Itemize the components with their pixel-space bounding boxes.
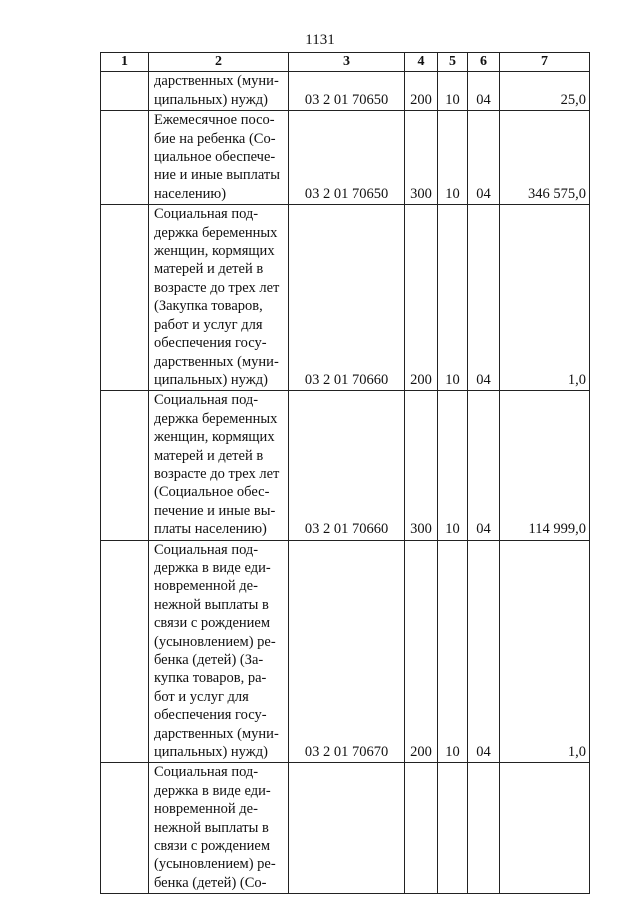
cell-rz: 10	[438, 205, 468, 391]
cell-name-line: ципальных) нужд)	[154, 371, 268, 388]
cell-code: 03 2 01 70660	[289, 391, 405, 540]
cell-code	[289, 763, 405, 894]
cell-name-line: циальное обеспече-	[154, 149, 276, 166]
cell-amount	[500, 763, 590, 894]
cell-rz: 10	[438, 72, 468, 111]
cell-name-line: держка в виде еди-	[154, 559, 271, 576]
cell-code: 03 2 01 70660	[289, 205, 405, 391]
cell-vr: 300	[405, 111, 438, 205]
header-col-5: 5	[438, 53, 468, 72]
cell-name-line: женщин, кормящих	[154, 243, 275, 260]
table-row	[101, 540, 590, 763]
header-col-7: 7	[500, 53, 590, 72]
cell-name	[149, 540, 289, 763]
cell-vr: 300	[405, 391, 438, 540]
cell-vr: 200	[405, 205, 438, 391]
cell-col-1	[101, 763, 149, 894]
cell-name-line: (усыновлением) ре-	[154, 633, 276, 650]
cell-name-line: бенка (детей) (За-	[154, 652, 264, 668]
cell-col-1	[101, 540, 149, 763]
cell-amount: 1,0	[500, 540, 590, 763]
cell-name	[149, 111, 289, 205]
cell-rz: 10	[438, 111, 468, 205]
cell-pr: 04	[468, 72, 500, 111]
cell-name-line: Социальная под-	[154, 206, 259, 223]
cell-amount: 1,0	[500, 205, 590, 391]
cell-name-line: держка беременных	[154, 224, 278, 241]
cell-name-line: дарственных (муни-	[154, 725, 279, 742]
cell-amount: 25,0	[500, 72, 590, 111]
cell-name-line: бие на ребенка (Со-	[154, 130, 276, 147]
cell-name-line: ние и иные выплаты	[154, 167, 281, 184]
cell-name-line: возрасте до трех лет	[154, 465, 280, 482]
cell-name-line: бенка (детей) (Со-	[154, 874, 267, 891]
header-col-6: 6	[468, 53, 500, 72]
cell-vr: 200	[405, 540, 438, 763]
cell-name-line: ципальных) нужд)	[154, 744, 268, 761]
cell-amount: 114 999,0	[500, 391, 590, 540]
table-row	[101, 391, 590, 540]
cell-name-line: нежной выплаты в	[154, 596, 269, 613]
cell-name-line: населению)	[154, 185, 227, 202]
cell-name-line: возрасте до трех лет	[154, 279, 280, 296]
header-col-1: 1	[101, 53, 149, 72]
cell-vr: 200	[405, 72, 438, 111]
table-row	[101, 111, 590, 205]
cell-amount: 346 575,0	[500, 111, 590, 205]
header-col-3: 3	[289, 53, 405, 72]
header-col-4: 4	[405, 53, 438, 72]
cell-name-line: платы населению)	[154, 521, 267, 538]
cell-name-line: бот и услуг для	[154, 688, 249, 705]
cell-code: 03 2 01 70650	[289, 72, 405, 111]
table-row	[101, 205, 590, 391]
cell-name-line: Социальная под-	[154, 764, 259, 781]
cell-name	[149, 205, 289, 391]
cell-pr: 04	[468, 205, 500, 391]
cell-name-line: связи с рождением	[154, 838, 271, 855]
cell-name-line: обеспечения госу-	[154, 707, 267, 724]
cell-name-line: (Социальное обес-	[154, 484, 270, 501]
page-number: 1131	[305, 32, 335, 48]
cell-name-line: Ежемесячное посо-	[154, 112, 275, 129]
table-row	[101, 72, 590, 111]
cell-rz: 10	[438, 540, 468, 763]
cell-name-line: (усыновлением) ре-	[154, 856, 276, 873]
cell-rz: 10	[438, 391, 468, 540]
table-row	[101, 763, 590, 894]
cell-name-line: Социальная под-	[154, 392, 259, 409]
cell-name-line: ципальных) нужд)	[154, 91, 268, 108]
cell-name-line: новременной де-	[154, 578, 258, 595]
cell-name-line: печение и иные вы-	[154, 502, 276, 519]
cell-code: 03 2 01 70670	[289, 540, 405, 763]
cell-name	[149, 72, 289, 111]
cell-col-1	[101, 72, 149, 111]
cell-name-line: нежной выплаты в	[154, 819, 269, 836]
cell-col-1	[101, 391, 149, 540]
cell-name-line: обеспечения госу-	[154, 335, 267, 352]
cell-name-line: купка товаров, ра-	[154, 670, 267, 687]
cell-name-line: связи с рождением	[154, 615, 271, 632]
cell-name-line: работ и услуг для	[154, 316, 263, 333]
cell-pr: 04	[468, 111, 500, 205]
cell-col-1	[101, 205, 149, 391]
cell-pr: 04	[468, 540, 500, 763]
cell-name-line: матерей и детей в	[154, 447, 264, 464]
cell-name-line: новременной де-	[154, 801, 258, 818]
cell-name-line: дарственных (муни-	[154, 73, 279, 90]
header-row	[101, 53, 590, 72]
cell-name-line: держка беременных	[154, 410, 278, 427]
header-col-2: 2	[149, 53, 289, 72]
cell-code: 03 2 01 70650	[289, 111, 405, 205]
cell-name-line: матерей и детей в	[154, 261, 264, 278]
cell-name-line: дарственных (муни-	[154, 353, 279, 370]
cell-rz	[438, 763, 468, 894]
cell-name	[149, 763, 289, 894]
cell-name	[149, 391, 289, 540]
cell-pr: 04	[468, 391, 500, 540]
budget-table	[100, 52, 590, 894]
cell-name-line: Социальная под-	[154, 541, 259, 558]
cell-name-line: (Закупка товаров,	[154, 298, 263, 315]
cell-name-line: женщин, кормящих	[154, 429, 275, 446]
cell-col-1	[101, 111, 149, 205]
cell-vr	[405, 763, 438, 894]
cell-pr	[468, 763, 500, 894]
cell-name-line: держка в виде еди-	[154, 782, 271, 799]
